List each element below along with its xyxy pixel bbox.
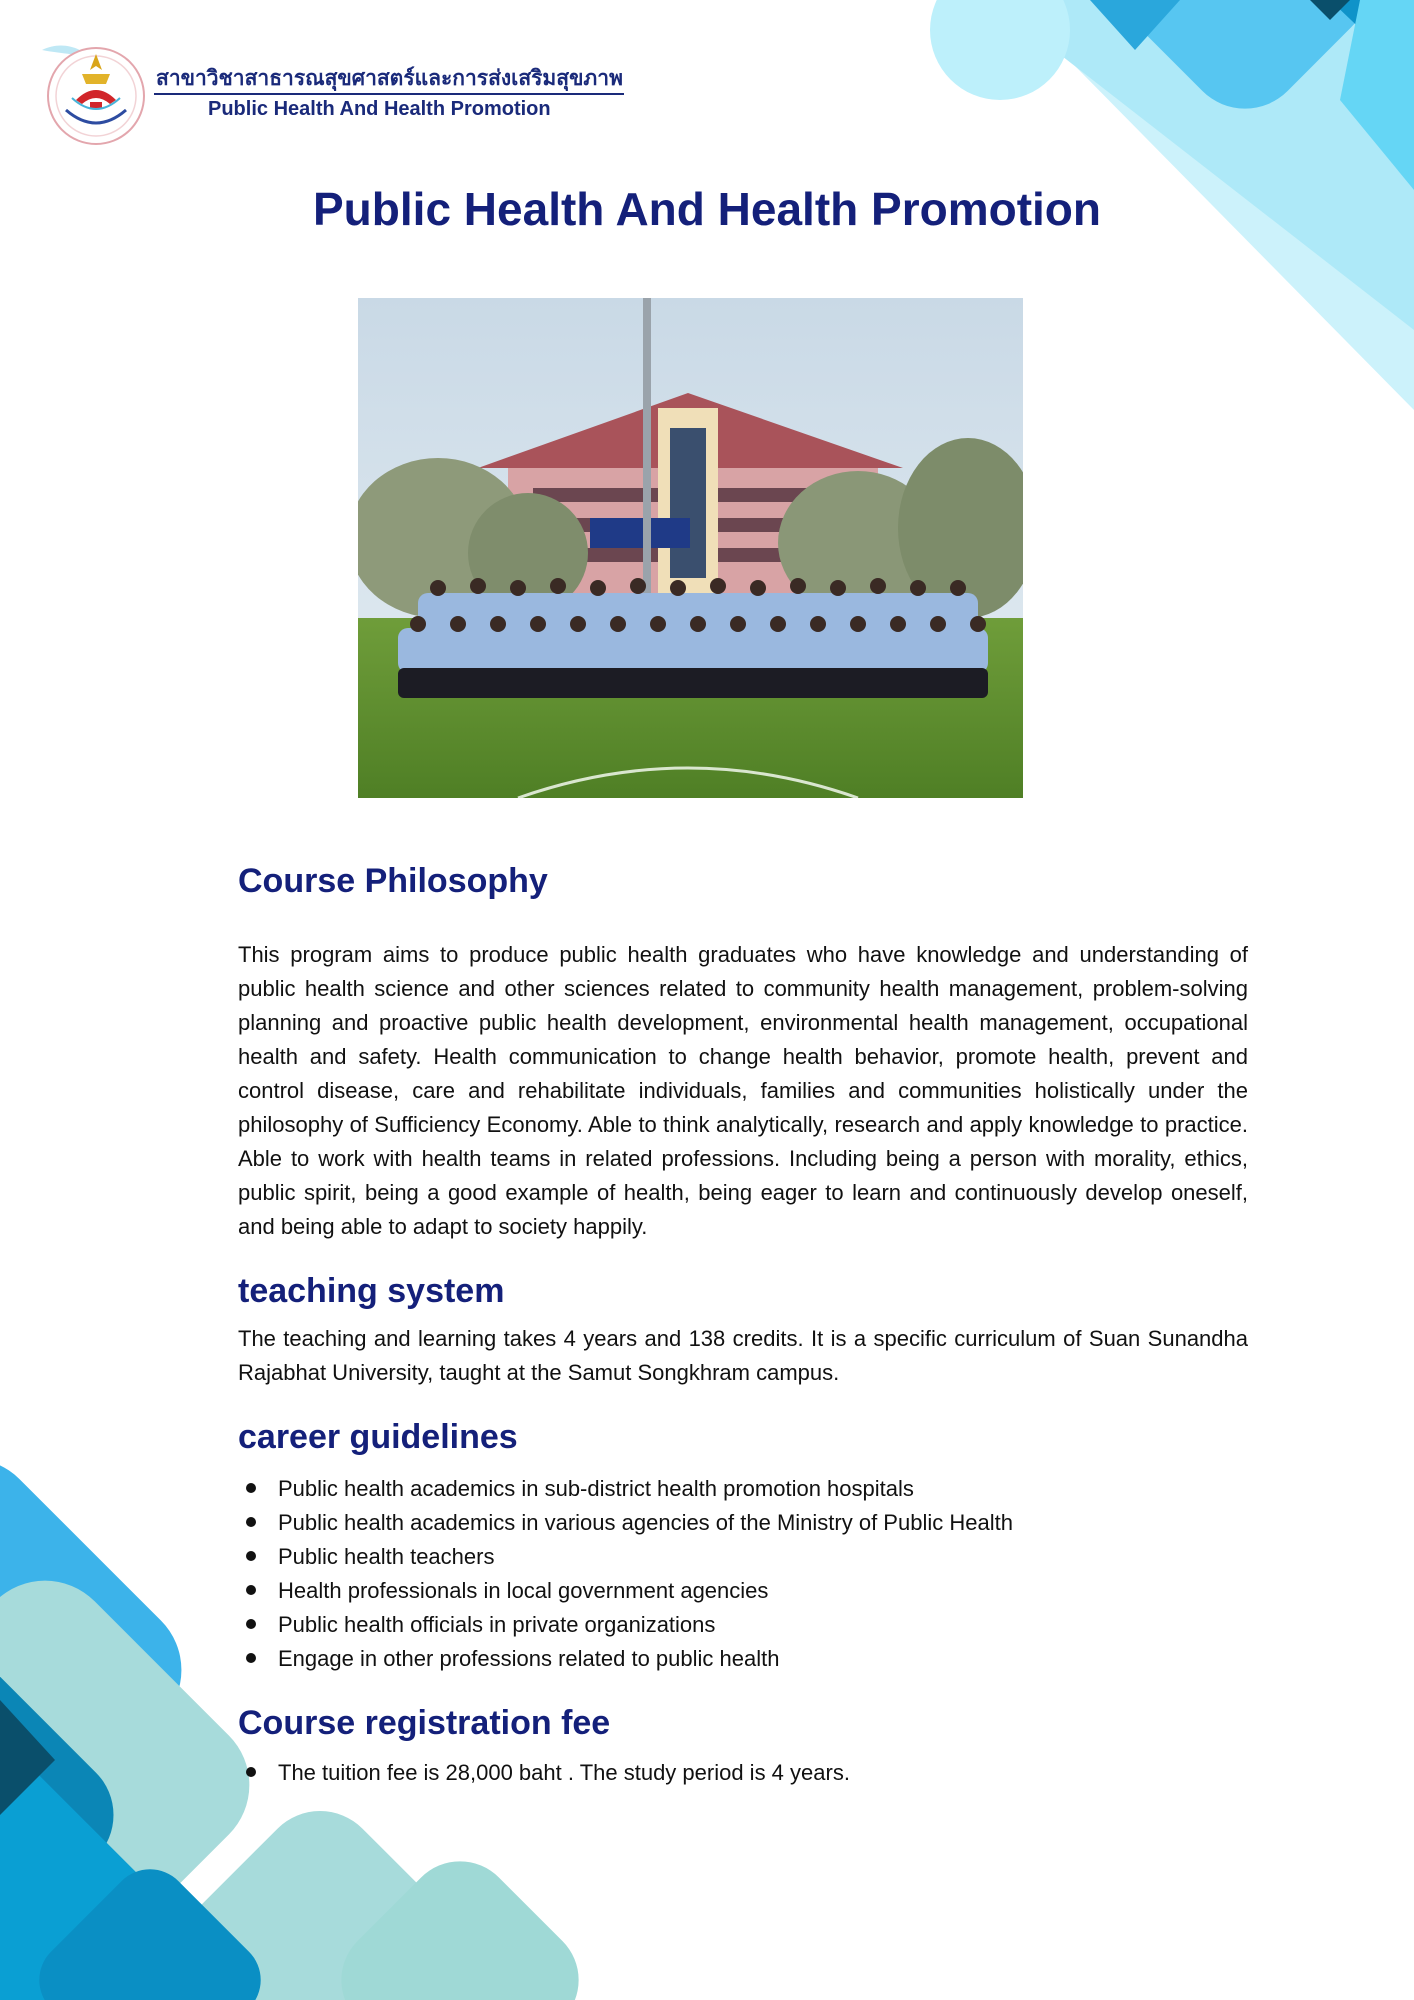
- list-item: Public health officials in private organizations: [238, 1608, 1248, 1642]
- list-item: The tuition fee is 28,000 baht . The study period is 4 years.: [238, 1756, 1248, 1790]
- main-content: [238, 858, 1248, 1814]
- career-guidelines-section: [238, 1414, 1248, 1676]
- teaching-system-heading: teaching system: [238, 1272, 505, 1310]
- group-photo-icon: [358, 298, 1023, 798]
- career-list: [238, 1472, 1248, 1676]
- registration-fee-heading: Course registration fee: [238, 1704, 611, 1742]
- career-guidelines-heading: career guidelines: [238, 1418, 518, 1456]
- org-name-english: Public Health And Health Promotion: [208, 98, 551, 120]
- course-philosophy-heading: Course Philosophy: [238, 862, 548, 900]
- course-philosophy-section: [238, 858, 1248, 1244]
- list-item: Health professionals in local government agencies: [238, 1574, 1248, 1608]
- list-item: Public health academics in various agencies of the Ministry of Public Health: [238, 1506, 1248, 1540]
- list-item: Public health academics in sub-district health promotion hospitals: [238, 1472, 1248, 1506]
- teaching-system-section: [238, 1268, 1248, 1390]
- org-name-thai: สาขาวิชาสาธารณสุขศาสตร์และการส่งเสริมสุขภาพ: [156, 67, 623, 90]
- header-divider: [154, 93, 624, 95]
- university-seal-icon: [42, 40, 150, 148]
- course-philosophy-text: This program aims to produce public health graduates who have knowledge and understanding of public health science and other sciences related to community health management, problem-solving planning and proactive public health development, environmental health management, occupational health and safety. Health communication to change health behavior, promote health, prevent and control disease, care and rehabilitate individuals, families and communities holistically under the philosophy of Sufficiency Economy. Able to think analytically, research and apply knowledge to practice. Able to work with health teams in related professions. Including being a person with morality, ethics, public spirit, being a good example of health, being eager to learn and continuously develop oneself, and being able to adapt to society happily.: [238, 942, 1248, 1239]
- fee-list: [238, 1756, 1248, 1790]
- list-item: Public health teachers: [238, 1540, 1248, 1574]
- list-item: Engage in other professions related to public health: [238, 1642, 1248, 1676]
- teaching-system-text: The teaching and learning takes 4 years and 138 credits. It is a specific curriculum of Suan Sunandha Rajabhat University, taught at the Samut Songkhram campus.: [238, 1326, 1248, 1385]
- registration-fee-section: [238, 1700, 1248, 1790]
- page-title: Public Health And Health Promotion: [313, 183, 1101, 235]
